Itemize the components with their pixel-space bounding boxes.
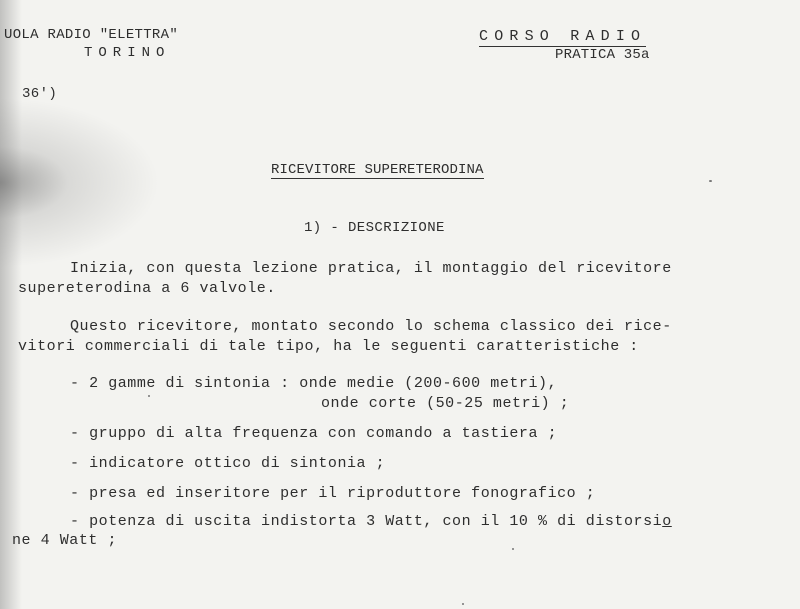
reference-number: 36') xyxy=(22,86,58,102)
feature-power-line-1 xyxy=(70,513,672,530)
city: TORINO xyxy=(84,45,171,61)
section-heading: 1) - DESCRIZIONE xyxy=(304,220,445,236)
paper-speck xyxy=(462,603,464,605)
paper-speck xyxy=(148,395,150,397)
paragraph-2-line-2: vitori commerciali di tale tipo, ha le seguenti caratteristiche : xyxy=(18,338,639,355)
paragraph-1-line-1: Inizia, con questa lezione pratica, il montaggio del ricevitore xyxy=(70,260,672,277)
feature-tuning-indicator: - indicatore ottico di sintonia ; xyxy=(70,455,386,472)
course-title: CORSO RADIO xyxy=(479,28,647,45)
feature-bands-line-2: onde corte (50-25 metri) ; xyxy=(321,395,570,412)
school-name: UOLA RADIO "ELETTRA" xyxy=(4,27,179,43)
feature-power-line-1-tail: o xyxy=(662,513,672,530)
paper-speck xyxy=(709,180,712,182)
feature-power-line-2: ne 4 Watt ; xyxy=(12,532,118,549)
practice-number: PRATICA 35a xyxy=(555,47,650,63)
feature-bands-line-1: - 2 gamme di sintonia : onde medie (200-600 metri), xyxy=(70,375,558,392)
document-title: RICEVITORE SUPERETERODINA xyxy=(271,162,484,178)
paragraph-1-line-2: supereterodina a 6 valvole. xyxy=(18,280,276,297)
paper-speck xyxy=(512,548,514,550)
feature-power-line-1-main: - potenza di uscita indistorta 3 Watt, con il 10 % di distorsi xyxy=(70,513,663,530)
paragraph-2-line-1: Questo ricevitore, montato secondo lo schema classico dei rice- xyxy=(70,318,672,335)
feature-phono-input: - presa ed inseritore per il riproduttore fonografico ; xyxy=(70,485,596,502)
feature-rf-group: - gruppo di alta frequenza con comando a tastiera ; xyxy=(70,425,558,442)
